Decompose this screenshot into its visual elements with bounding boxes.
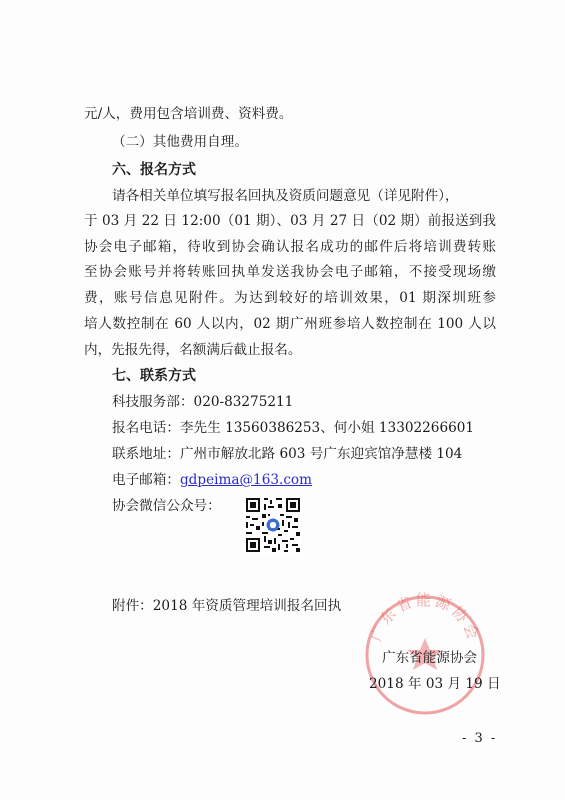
other-fee-line: （二）其他费用自理。 [112, 134, 248, 150]
svg-text:广东省能源协会: 广东省能源协会 [367, 590, 483, 645]
attachment-line: 附件：2018 年资质管理培训报名回执 [112, 598, 342, 614]
organization-name: 广东省能源协会 [382, 650, 478, 666]
signup-line-3: 协会电子邮箱，待收到协会确认报名成功的邮件后将培训费转账 [84, 239, 496, 255]
signup-line-4: 至协会账号并将转账回执单发送我协会电子邮箱，不接受现场缴 [84, 264, 496, 280]
service-dept-line: 科技服务部：020-83275211 [112, 394, 294, 410]
wechat-label: 协会微信公众号： [112, 498, 221, 514]
email-link[interactable]: gdpeima@163.com [179, 472, 313, 488]
section-6-heading: 六、报名方式 [112, 162, 196, 178]
page-number: - 3 - [462, 731, 498, 746]
signup-line-1: 请各相关单位填写报名回执及资质问题意见（详见附件）， [112, 188, 459, 204]
signup-line-6: 培人数控制在 60 人以内，02 期广州班参培人数控制在 100 人以 [84, 316, 496, 332]
email-line [112, 470, 312, 490]
address-line: 联系地址：广州市解放北路 603 号广东迎宾馆净慧楼 104 [112, 446, 463, 462]
wechat-qr-code [244, 496, 302, 554]
section-7-heading: 七、联系方式 [112, 368, 196, 384]
fee-line: 元/人，费用包含培训费、资料费。 [84, 106, 293, 122]
issue-date: 2018 年 03 月 19 日 [369, 676, 501, 692]
signup-phone-line: 报名电话：李先生 13560386253、何小姐 13302266601 [112, 420, 475, 436]
email-label: 电子邮箱： [112, 472, 180, 488]
signup-line-2: 于 03 月 22 日 12:00（01 期）、03 月 27 日（02 期）前报送到我 [84, 213, 496, 229]
signup-line-5: 费，账号信息见附件。为达到较好的培训效果，01 期深圳班参 [84, 290, 496, 306]
signup-line-7: 内，先报先得，名额满后截止报名。 [84, 342, 302, 358]
